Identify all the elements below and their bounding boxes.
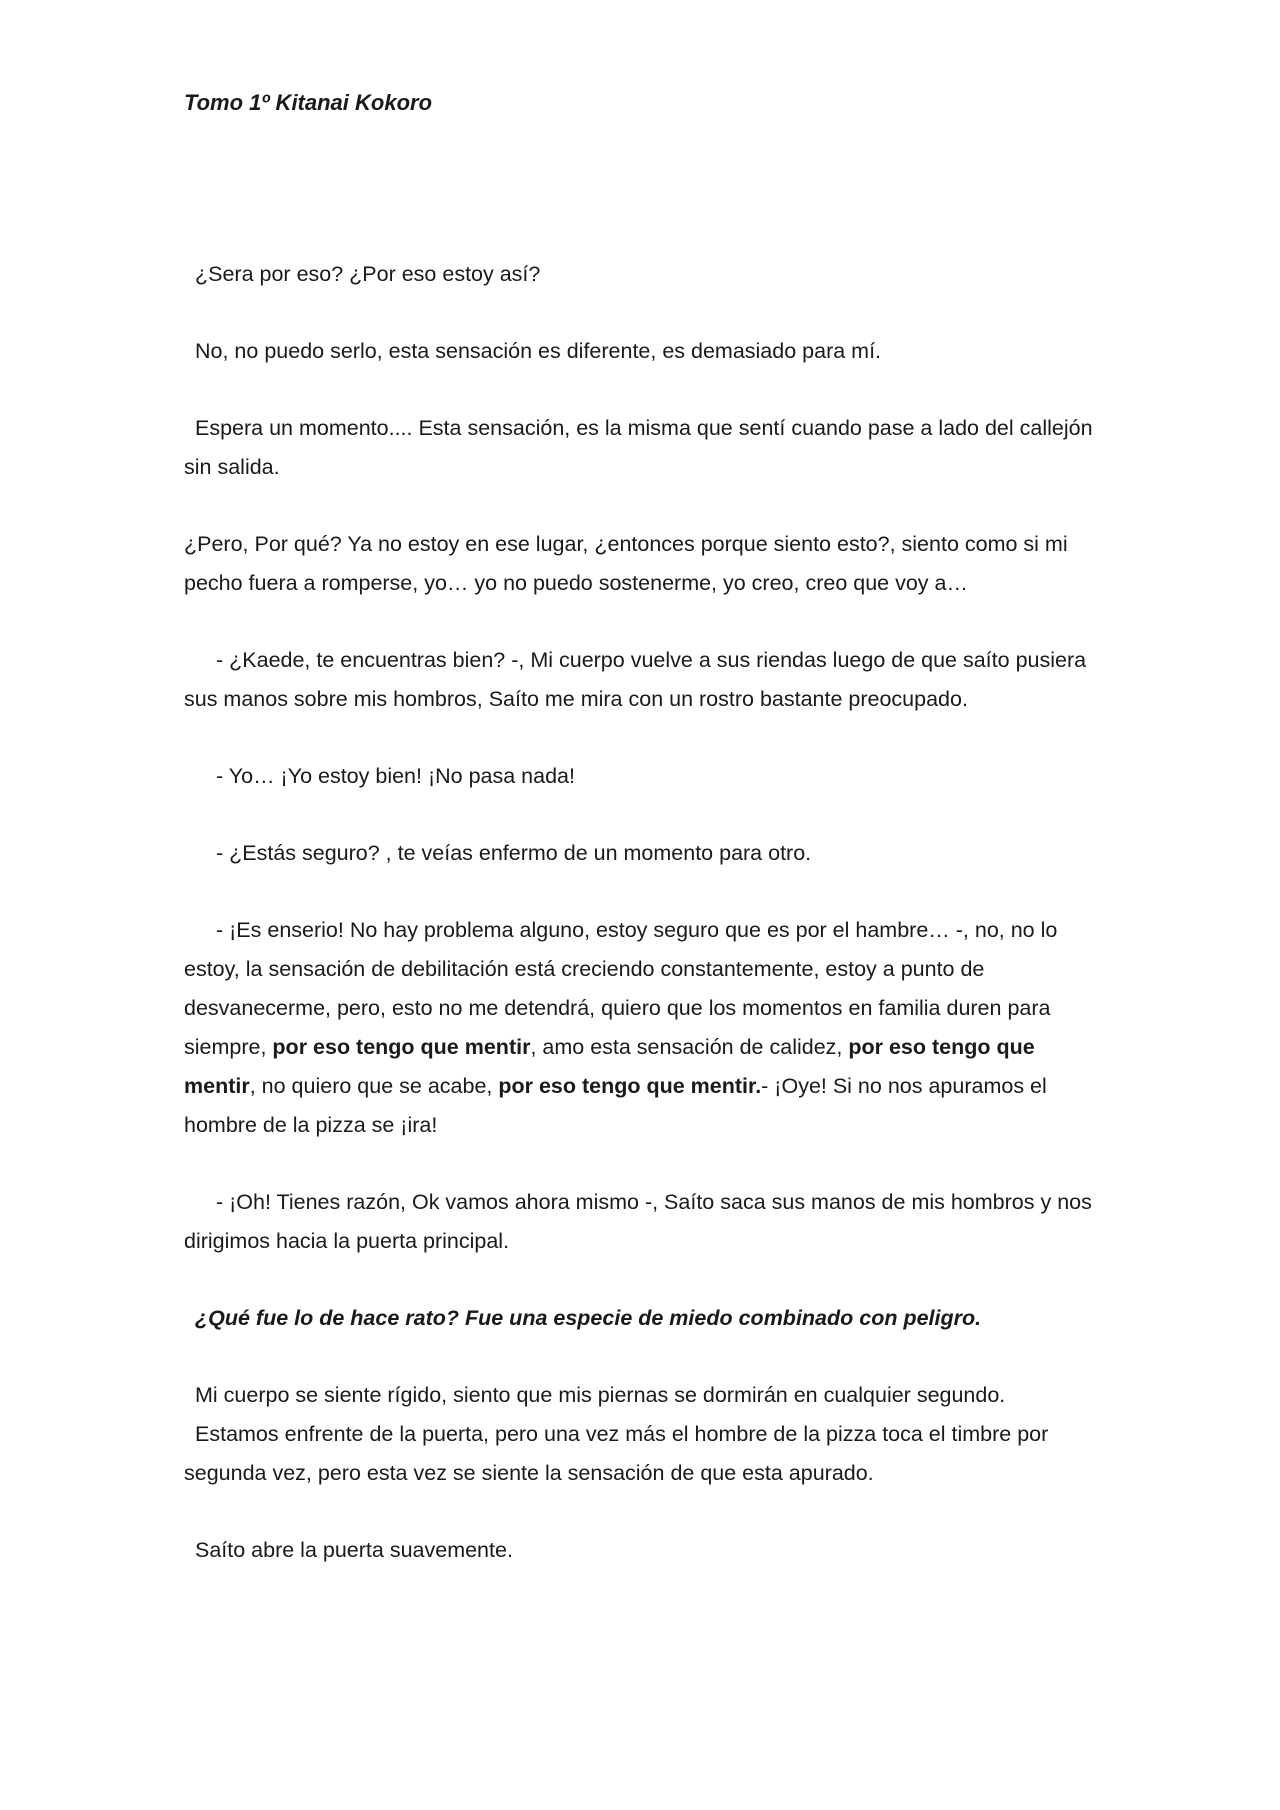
paragraph: Mi cuerpo se siente rígido, siento que mis piernas se dormirán en cualquier segundo. <box>195 1383 1006 1407</box>
paragraph: ¿Pero, Por qué? Ya no estoy en ese lugar, ¿entonces porque siento esto?, siento como si mi pecho fuera a romperse, yo… yo no puedo sostenerme, yo creo, creo que voy a… <box>184 532 1068 595</box>
emphasis-paragraph: ¿Qué fue lo de hace rato? Fue una especie de miedo combinado con peligro. <box>195 1306 982 1330</box>
paragraph: Espera un momento.... Esta sensación, es la misma que sentí cuando pase a lado del callejón sin salida. <box>184 416 1093 479</box>
text-run: , amo esta sensación de calidez, <box>530 1035 849 1059</box>
text-run: , no quiero que se acabe, <box>249 1074 499 1098</box>
bold-text-run: por eso tengo que mentir <box>272 1035 531 1059</box>
dialogue-paragraph: - ¡Oh! Tienes razón, Ok vamos ahora mismo -, Saíto saca sus manos de mis hombros y nos dirigimos hacia la puerta principal. <box>184 1190 1092 1253</box>
paragraph: ¿Sera por eso? ¿Por eso estoy así? <box>195 262 541 286</box>
paragraph: Estamos enfrente de la puerta, pero una vez más el hombre de la pizza toca el timbre por segunda vez, pero esta vez se siente la sensación de que esta apurado. <box>184 1422 1049 1485</box>
text-run: - ¡Oye! Si no nos apuramos el hombre de la pizza se ¡ira! <box>184 1074 1047 1137</box>
bold-text-run: por eso tengo que mentir. <box>498 1074 762 1098</box>
dialogue-paragraph: - ¿Kaede, te encuentras bien? -, Mi cuerpo vuelve a sus riendas luego de que saíto pusiera sus manos sobre mis hombros, Saíto me mira con un rostro bastante preocupado. <box>184 648 1087 711</box>
dialogue-paragraph: - ¿Estás seguro? , te veías enfermo de un momento para otro. <box>216 841 812 865</box>
dialogue-paragraph: - Yo… ¡Yo estoy bien! ¡No pasa nada! <box>216 764 575 788</box>
document-header: Tomo 1º Kitanai Kokoro <box>184 90 433 115</box>
document-body <box>184 255 1104 1608</box>
dialogue-paragraph <box>184 911 1104 1145</box>
paragraph: No, no puedo serlo, esta sensación es diferente, es demasiado para mí. <box>195 339 882 363</box>
paragraph: Saíto abre la puerta suavemente. <box>195 1538 513 1562</box>
bold-text-run: por eso tengo que mentir <box>184 1035 1035 1098</box>
text-run: - ¡Es enserio! No hay problema alguno, estoy seguro que es por el hambre… -, no, no lo estoy, la sensación de debilitación está creciendo constantemente, estoy a punto de desvanecerme, pero, esto no me detendrá, quiero que los momentos en familia duren para siempre, <box>184 918 1058 1059</box>
